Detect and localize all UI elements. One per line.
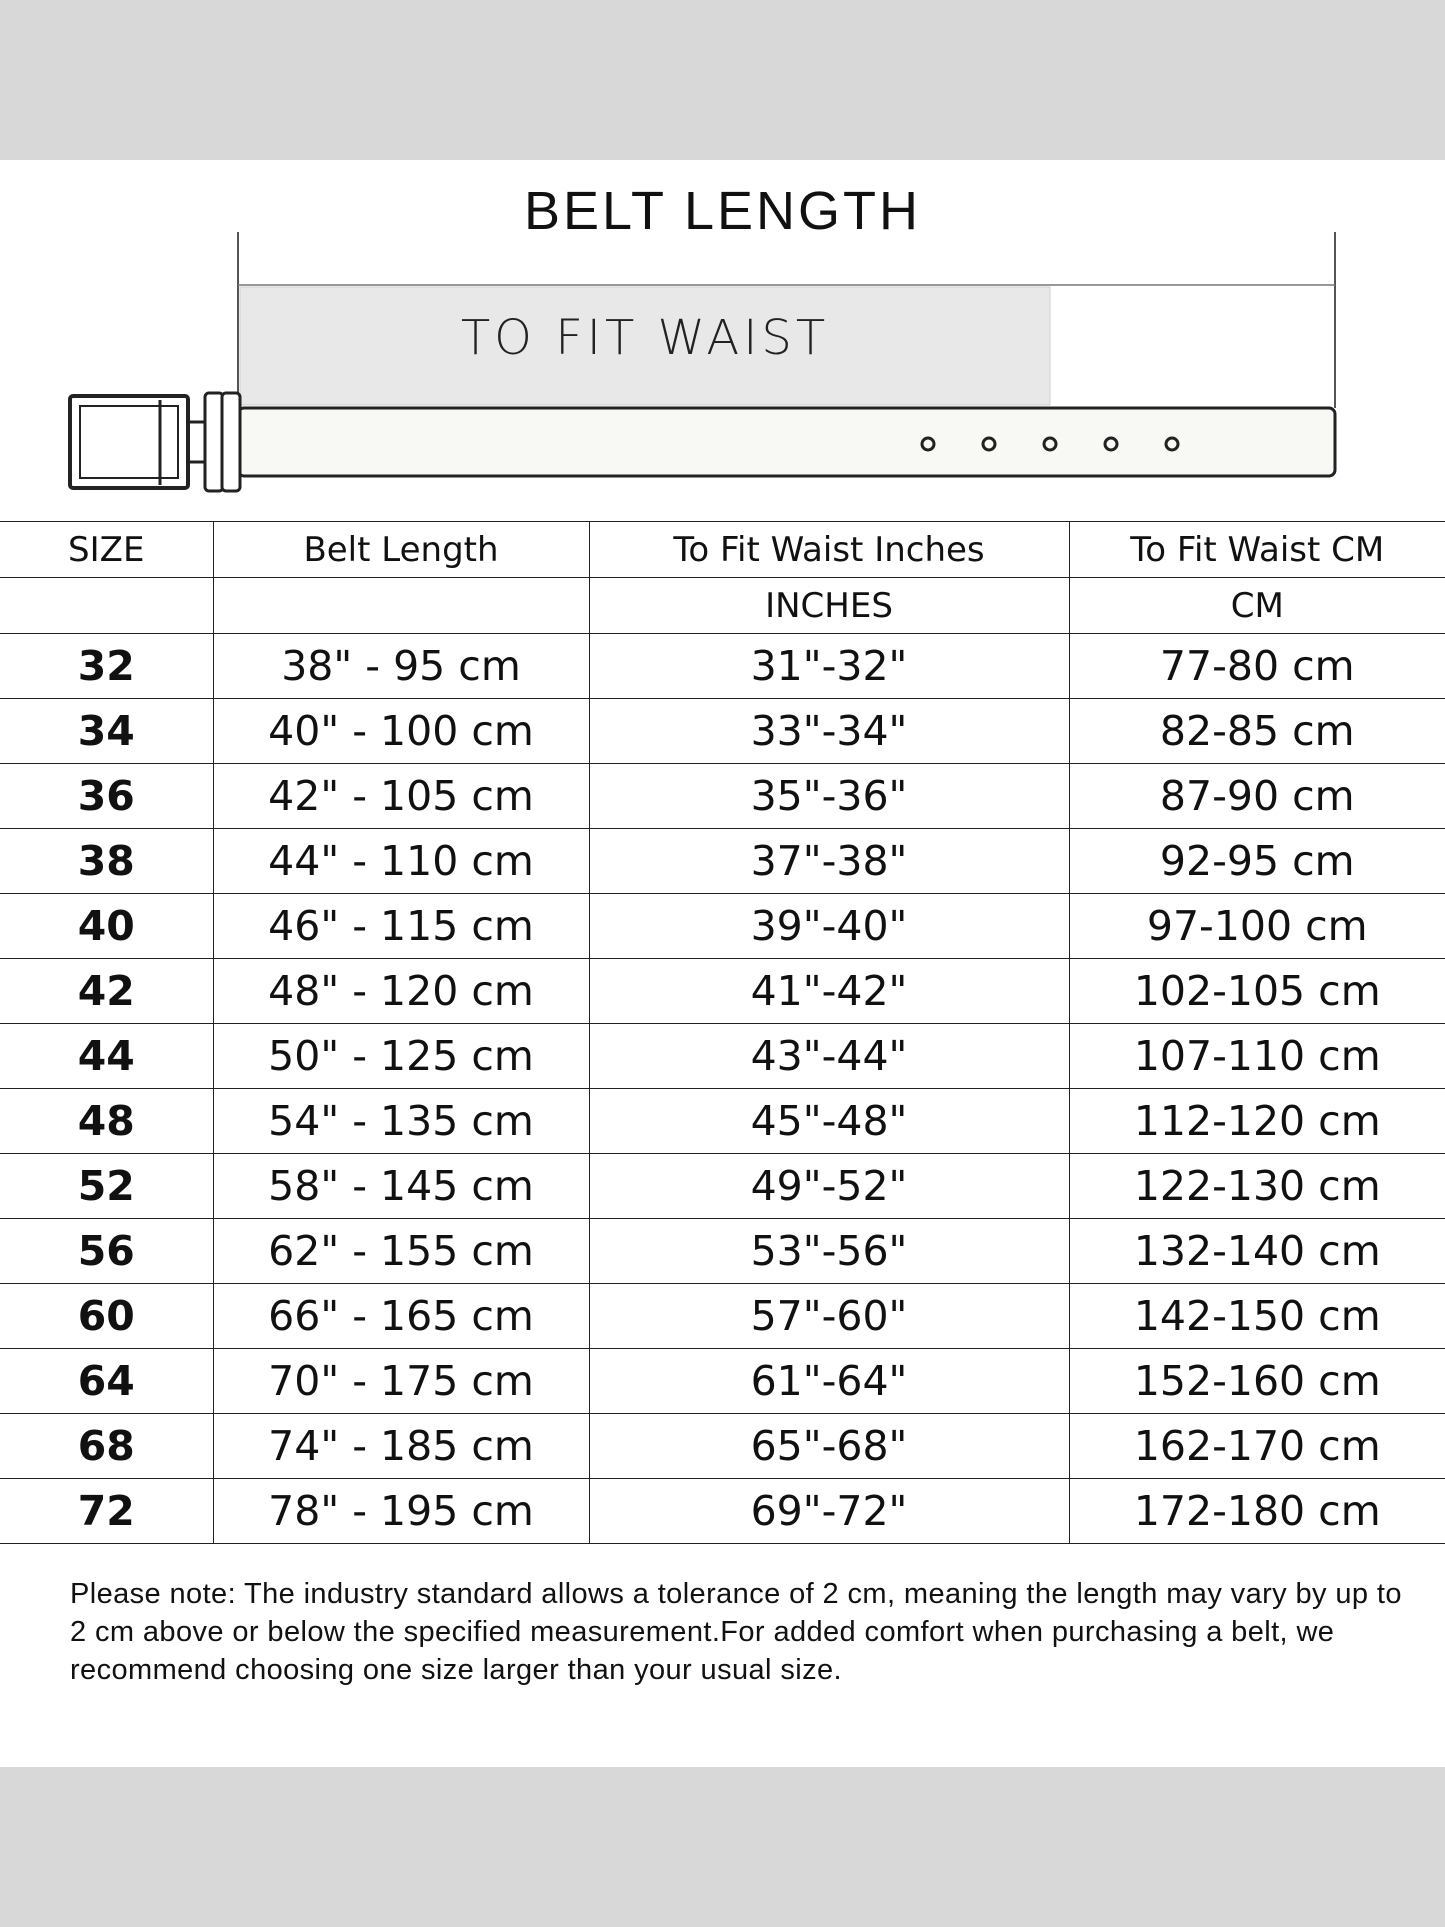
waist-inches-cell: 31"-32" (589, 634, 1069, 699)
waist-inches-cell: 41"-42" (589, 959, 1069, 1024)
waist-inches-cell: 49"-52" (589, 1154, 1069, 1219)
waist-inches-cell: 37"-38" (589, 829, 1069, 894)
header-waist-cm: To Fit Waist CM (1069, 522, 1445, 578)
table-row (0, 634, 1445, 699)
waist-cm-cell: 172-180 cm (1069, 1479, 1445, 1544)
table-row (0, 829, 1445, 894)
waist-cm-cell: 112-120 cm (1069, 1089, 1445, 1154)
to-fit-waist-label: TO FIT WAIST (460, 310, 830, 366)
waist-cm-cell: 87-90 cm (1069, 764, 1445, 829)
table-row (0, 1089, 1445, 1154)
table-row (0, 1284, 1445, 1349)
belt-length-cell: 58" - 145 cm (213, 1154, 589, 1219)
size-cell: 42 (0, 959, 213, 1024)
waist-cm-cell: 92-95 cm (1069, 829, 1445, 894)
table-row (0, 1219, 1445, 1284)
waist-inches-cell: 43"-44" (589, 1024, 1069, 1089)
table-row (0, 1154, 1445, 1219)
table-row (0, 1349, 1445, 1414)
waist-cm-cell: 82-85 cm (1069, 699, 1445, 764)
size-cell: 48 (0, 1089, 213, 1154)
size-cell: 38 (0, 829, 213, 894)
table-row (0, 1414, 1445, 1479)
belt-length-cell: 70" - 175 cm (213, 1349, 589, 1414)
belt-length-cell: 46" - 115 cm (213, 894, 589, 959)
belt-length-cell: 78" - 195 cm (213, 1479, 589, 1544)
belt-length-cell: 42" - 105 cm (213, 764, 589, 829)
size-cell: 56 (0, 1219, 213, 1284)
waist-cm-cell: 102-105 cm (1069, 959, 1445, 1024)
size-cell: 72 (0, 1479, 213, 1544)
waist-cm-cell: 97-100 cm (1069, 894, 1445, 959)
belt-diagram (0, 160, 1445, 520)
table-row (0, 1479, 1445, 1544)
unit-belt-length (213, 578, 589, 634)
size-cell: 34 (0, 699, 213, 764)
waist-cm-cell: 122-130 cm (1069, 1154, 1445, 1219)
unit-inches: INCHES (589, 578, 1069, 634)
table-row (0, 764, 1445, 829)
belt-length-cell: 66" - 165 cm (213, 1284, 589, 1349)
waist-inches-cell: 39"-40" (589, 894, 1069, 959)
waist-inches-cell: 57"-60" (589, 1284, 1069, 1349)
waist-inches-cell: 53"-56" (589, 1219, 1069, 1284)
tolerance-note: Please note: The industry standard allows a tolerance of 2 cm, meaning the length may vary by up to 2 cm above or below the specified measurement.For added comfort when purchasing a belt, we recommend choosing one size larger than your usual size. (70, 1578, 1402, 1686)
belt-length-cell: 44" - 110 cm (213, 829, 589, 894)
waist-inches-cell: 33"-34" (589, 699, 1069, 764)
belt-length-cell: 38" - 95 cm (213, 634, 589, 699)
waist-cm-cell: 152-160 cm (1069, 1349, 1445, 1414)
table-row (0, 699, 1445, 764)
waist-inches-cell: 35"-36" (589, 764, 1069, 829)
belt-length-title: BELT LENGTH (523, 181, 922, 241)
belt-length-cell: 40" - 100 cm (213, 699, 589, 764)
header-belt-length: Belt Length (213, 522, 589, 578)
waist-cm-cell: 107-110 cm (1069, 1024, 1445, 1089)
belt-length-cell: 54" - 135 cm (213, 1089, 589, 1154)
size-cell: 32 (0, 634, 213, 699)
size-cell: 36 (0, 764, 213, 829)
header-size: SIZE (0, 522, 213, 578)
table-unit-row (0, 578, 1445, 634)
belt-length-cell: 74" - 185 cm (213, 1414, 589, 1479)
belt-length-cell: 48" - 120 cm (213, 959, 589, 1024)
waist-inches-cell: 65"-68" (589, 1414, 1069, 1479)
unit-size (0, 578, 213, 634)
header-waist-inches: To Fit Waist Inches (589, 522, 1069, 578)
waist-cm-cell: 132-140 cm (1069, 1219, 1445, 1284)
table-row (0, 959, 1445, 1024)
table-row (0, 894, 1445, 959)
size-cell: 68 (0, 1414, 213, 1479)
table-row (0, 1024, 1445, 1089)
size-cell: 40 (0, 894, 213, 959)
size-chart-card (0, 160, 1445, 1767)
belt-length-cell: 62" - 155 cm (213, 1219, 589, 1284)
waist-inches-cell: 69"-72" (589, 1479, 1069, 1544)
waist-inches-cell: 45"-48" (589, 1089, 1069, 1154)
size-table (0, 521, 1445, 1544)
waist-cm-cell: 162-170 cm (1069, 1414, 1445, 1479)
unit-cm: CM (1069, 578, 1445, 634)
waist-cm-cell: 77-80 cm (1069, 634, 1445, 699)
waist-inches-cell: 61"-64" (589, 1349, 1069, 1414)
size-cell: 44 (0, 1024, 213, 1089)
table-header-row (0, 522, 1445, 578)
size-cell: 60 (0, 1284, 213, 1349)
size-cell: 52 (0, 1154, 213, 1219)
waist-cm-cell: 142-150 cm (1069, 1284, 1445, 1349)
belt-length-cell: 50" - 125 cm (213, 1024, 589, 1089)
size-cell: 64 (0, 1349, 213, 1414)
